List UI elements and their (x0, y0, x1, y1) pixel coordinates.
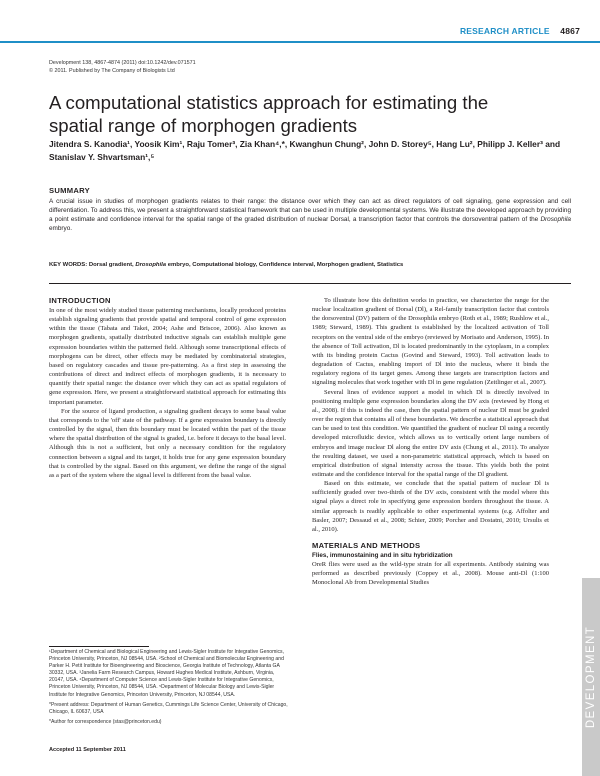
correspondence: *Author for correspondence (stas@princeton.edu) (49, 718, 162, 725)
intro-paragraph: In one of the most widely studied tissue patterning mechanisms, locally produced proteins establish signaling gradients that provide spatial and temporal control of gene expression within the tissue (Tabata and Takei, 2004; Ashe and Briscoe, 2006). Also known as morphogen gradients, spatially distributed inductive signals can establish multiple gene expression boundaries within the patterned field. Although some transcriptional effects of morphogens can be direct, other effects may be mediated by combinatorial strategies, based on regulatory cascades and tissue pre-patterning. As a first step in assessing the contributions of direct and indirect effects of morphogen gradients, it is necessary to quantify their spatial range: the distance over which they can act as spatial regulators of gene expression. Here, we present a straightforward statistical approach for estimating this important parameter. (49, 307, 286, 406)
methods-subheading: Flies, immunostaining and in situ hybridization (312, 552, 453, 560)
methods-heading: MATERIALS AND METHODS (312, 541, 421, 551)
running-head (460, 26, 580, 36)
column-left (49, 296, 286, 480)
body-paragraph: To illustrate how this definition works in practice, we characterize the range for the nuclear localization gradient of Dorsal (Dl), a Rel-family transcription factor that controls the dorsoventral (DV) pattern of the Drosophila embryo (Roth et al., 1989; Rushlow et al., 1989; Steward, 1989). This gradient is established by the localized activation of Toll receptors on the ventral side of the embryo (reviewed by Morisato and Anderson, 1995). In the absence of Toll activation, Dl is located predominantly in the cytoplasm, in a complex with its binding protein Cactus (Govind and Steward, 1993). Toll activation leads to degradation of Cactus, enabling import of Dl into the nucleus, where it binds the regulatory regions of its target genes. Among these targets are transcription factors and signaling molecules that work together with Dl in gene regulation (Zeitlinger et al., 2007). (312, 297, 549, 387)
keywords-italic: Drosophila (135, 262, 167, 268)
summary-italic: Drosophila (540, 216, 571, 224)
journal-header (0, 0, 600, 42)
citation-line: Development 138, 4867-4874 (2011) doi:10.1242/dev.071571 (49, 60, 196, 66)
keywords-rule (49, 283, 571, 284)
page-number: 4867 (560, 26, 580, 36)
author-list: Jitendra S. Kanodia¹, Yoosik Kim¹, Raju Tomer³, Zia Khan⁴,*, Kwanghun Chung², John D. Storey⁵, Hang Lu², Philipp J. Keller³ and Stanislav Y. Shvartsman¹,⁵ (49, 139, 561, 162)
side-banner (582, 578, 600, 776)
keywords-part: Dorsal gradient, (87, 262, 136, 268)
footnote-rule (49, 646, 149, 647)
keywords-part-end: embryo, Computational biology, Confidence interval, Morphogen gradient, Statistics (166, 262, 404, 268)
affiliations: ¹Department of Chemical and Biological Engineering and Lewis-Sigler Institute for Integrative Genomics, Princeton University, Princeton, NJ 08544, USA. ²School of Chemical and Biomolecular Engineering and Parker H. Petit Institute for Bioengineering and Bioscience, Georgia Institute of Technology, Atlanta GA 30332, USA. ³Janelia Farm Research Campus, Howard Hughes Medical Institute, Ashburn, Virginia, 20147, USA. ⁴Department of Computer Science and Lewis-Sigler Institute for Integrative Genomics, Princeton University, Princeton, NJ 08544, USA. ⁵Department of Molecular Biology and Lewis-Sigler Institute for Integrative Genomics, Princeton University, Princeton, NJ 08544, USA. (49, 649, 284, 698)
article-type: RESEARCH ARTICLE (459, 26, 550, 36)
summary-part-end: embryo. (49, 225, 73, 233)
citation-block (49, 60, 196, 75)
summary-text (49, 197, 571, 233)
keywords (49, 262, 571, 268)
footnotes (49, 649, 289, 729)
present-address: *Present address: Department of Human Genetics, Cummings Life Science Center, University of Chicago, Chicago, IL 60637, USA (49, 701, 288, 715)
introduction-heading: INTRODUCTION (49, 296, 111, 305)
accepted-date: Accepted 11 September 2011 (49, 747, 126, 753)
copyright-line: © 2011. Published by The Company of Biologists Ltd (49, 67, 175, 74)
article-title: A computational statistics approach for estimating the spatial range of morphogen gradients (49, 92, 489, 136)
summary-heading: SUMMARY (49, 186, 91, 195)
column-right (312, 296, 549, 588)
methods-paragraph: OreR flies were used as the wild-type strain for all experiments. Antibody staining was performed as described previously (Coppey et al., 2008). Mouse anti-Dl (1:100 Monoclonal Ab from Developmental Studies (312, 561, 549, 587)
keywords-label: KEY WORDS: (49, 262, 88, 268)
body-paragraph: Based on this estimate, we conclude that the spatial pattern of nuclear Dl is sufficiently graded over two-thirds of the DV axis, consistent with the model where this signal plays a direct role in specifying gene expression borders throughout the tissue. A similar approach is readily applicable to other experimental systems (e.g. Affolter and Basler, 2007; Dessaud et al., 2008; Schier, 2009; Porcher and Dostatni, 2010; Ursulis et al., 2010). (312, 480, 549, 533)
header-rule (0, 41, 600, 43)
side-banner-text: DEVELOPMENT (585, 625, 597, 729)
body-paragraph: Several lines of evidence support a model in which Dl is directly involved in positioning multiple gene expression boundaries along the DV axis (reviewed by Hong et al., 2008). If this is indeed the case, then the spatial pattern of nuclear Dl must be graded over the region that contains all of these boundaries. We describe a statistical approach that can be used to test this condition. We quantified the gradient of nuclear Dl using a recently developed microfluidic device, which allows us to vertically orient large numbers of embryos and image nuclear Dl along the entire DV axis (Chung et al., 2011). To analyze the resulting dataset, we used a non-parametric statistical approach, which is based on empirical distribution of signal intensity across the tissue. This yields both the point estimate and the confidence interval for the spatial range of the Dl gradient. (312, 388, 549, 478)
intro-paragraph: For the source of ligand production, a signaling gradient decays to some basal value that corresponds to the 'off' state of the pathway. If a gene expression boundary is directly controlled by the signal, then this boundary must be located within the part of the tissue where the spatial distribution of the signal is graded, i.e. before it decays to the basal level. Although this is not a sufficient, but only a necessary condition for the regulatory connection between a signal and its target, it holds true for any gene expression boundary that is controlled by the signal. Based on this argument, we define the range of the signal as a part of the system where the signal level is different from the basal value. (49, 407, 286, 479)
summary-part: A crucial issue in studies of morphogen gradients relates to their range: the distance over which they can act as direct regulators of cell signaling, gene expression and cell differentiation. To address this, we present a straightforward statistical framework that can be used in multiple developmental systems. We illustrate the developed approach by providing a point estimate and confidence interval for the spatial range of the graded distribution of nuclear Dorsal, a transcription factor that controls the dorsoventral pattern of the (49, 198, 571, 224)
